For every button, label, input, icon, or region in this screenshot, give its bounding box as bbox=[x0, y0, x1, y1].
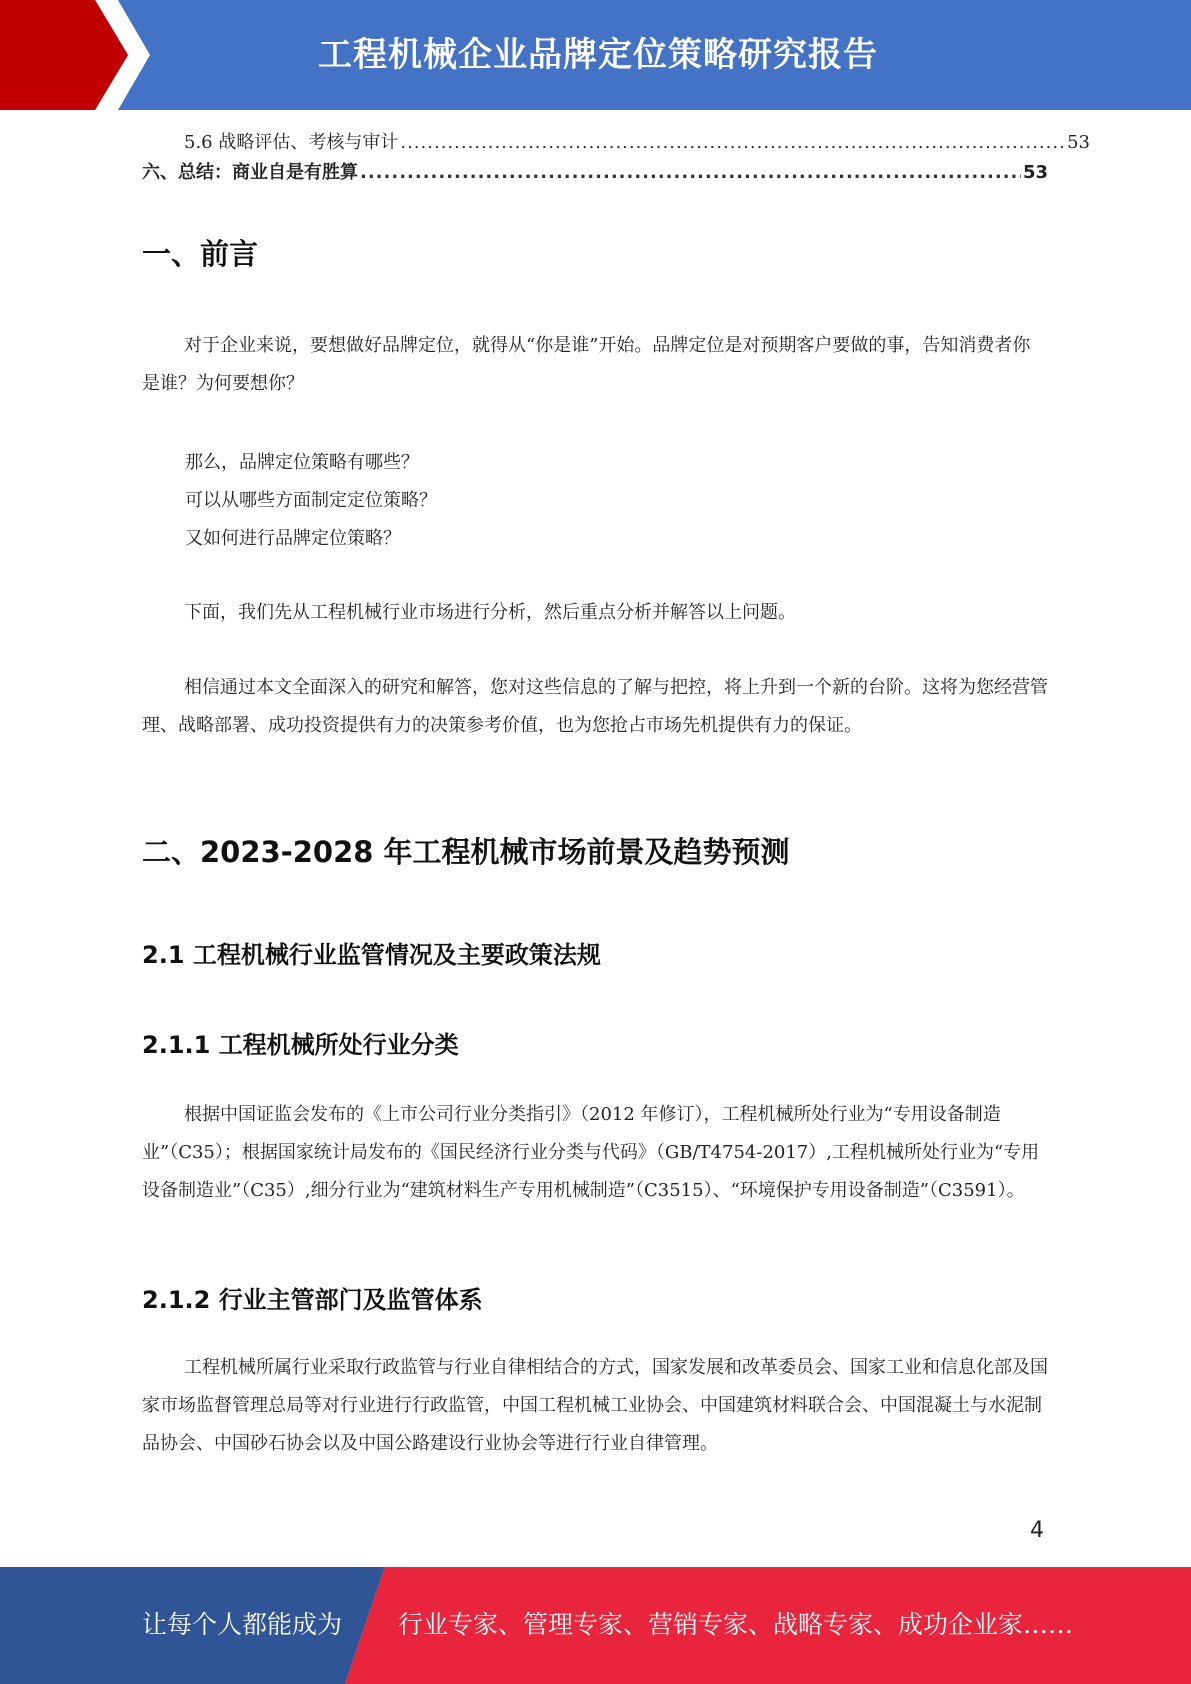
toc-entry[interactable] bbox=[142, 158, 1048, 188]
toc-leader-dots bbox=[360, 162, 1021, 183]
footer-slogan-left: 让每个人都能成为 bbox=[142, 1610, 343, 1639]
report-title: 工程机械企业品牌定位策略研究报告 bbox=[318, 35, 878, 75]
section-heading-preface: 一、前言 bbox=[142, 237, 259, 271]
preface-paragraph-3: 相信通过本文全面深入的研究和解答，您对这些信息的了解与把控，将上升到一个新的台阶。这将为您经营管理、战略部署、成功投资提供有力的决策参考价值，也为您抢占市场先机提供有力的保证。 bbox=[142, 677, 1048, 736]
toc-entry-label: 5.6 战略评估、考核与审计 bbox=[184, 132, 399, 153]
preface-question-3: 又如何进行品牌定位策略？ bbox=[185, 528, 401, 549]
preface-paragraph-2: 下面，我们先从工程机械行业市场进行分析，然后重点分析并解答以上问题。 bbox=[184, 602, 796, 623]
toc-entry-page: 53 bbox=[1022, 162, 1048, 183]
preface-question-2: 可以从哪些方面制定定位策略？ bbox=[185, 490, 437, 511]
toc-entry-page: 53 bbox=[1067, 132, 1090, 153]
preface-paragraph-1: 对于企业来说，要想做好品牌定位，就得从“你是谁”开始。品牌定位是对预期客户要做的事，告知消费者你是谁？为何要想你？ bbox=[142, 335, 1031, 394]
section-2-1-2-paragraph: 工程机械所属行业采取行政监管与行业自律相结合的方式，国家发展和改革委员会、国家工业和信息化部及国家市场监督管理总局等对行业进行行政监管，中国工程机械工业协会、中国建筑材料联合会、中国混凝土与水泥制品协会、中国砂石协会以及中国公路建设行业协会等进行行业自律管理。 bbox=[142, 1357, 1048, 1454]
header-banner bbox=[0, 0, 1191, 110]
footer-slogan-right: 行业专家、管理专家、营销专家、战略专家、成功企业家…… bbox=[398, 1610, 1074, 1639]
page-number: 4 bbox=[1030, 1518, 1044, 1543]
section-heading-2-1-1: 2.1.1 工程机械所处行业分类 bbox=[142, 1031, 459, 1059]
toc-entry[interactable] bbox=[142, 128, 1090, 158]
toc-leader-dots bbox=[400, 132, 1065, 153]
footer-banner bbox=[0, 1567, 1191, 1684]
preface-question-1: 那么，品牌定位策略有哪些？ bbox=[185, 452, 419, 473]
section-2-1-1-paragraph: 根据中国证监会发布的《上市公司行业分类指引》（2012 年修订），工程机械所处行业为“专用设备制造业”（C35）；根据国家统计局发布的《国民经济行业分类与代码》（GB/T4754-2017）,工程机械所处行业为“专用设备制造业”（C35）,细分行业为“建筑材料生产专用机械制造”（C3515）、“环境保护专用设备制造”（C3591）。 bbox=[142, 1104, 1040, 1201]
section-heading-2-1: 2.1 工程机械行业监管情况及主要政策法规 bbox=[142, 941, 601, 969]
toc-entry-label: 六、总结：商业自是有胜算 bbox=[142, 162, 358, 183]
section-heading-market: 二、2023-2028 年工程机械市场前景及趋势预测 bbox=[142, 835, 790, 869]
section-heading-2-1-2: 2.1.2 行业主管部门及监管体系 bbox=[142, 1286, 483, 1314]
